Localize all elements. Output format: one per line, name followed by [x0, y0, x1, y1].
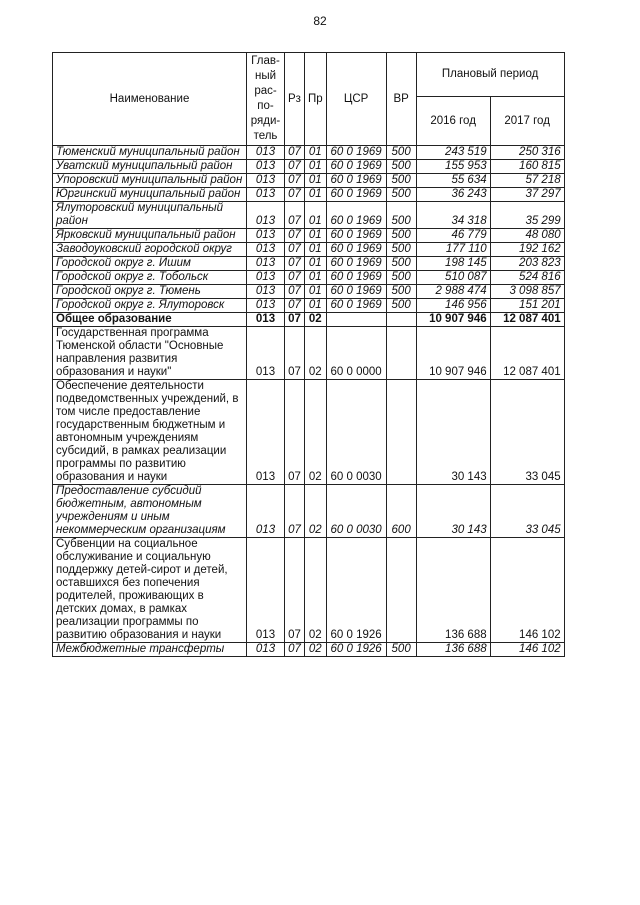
cell-csr: 60 0 1969 [326, 146, 386, 160]
table-row [53, 271, 565, 285]
table-row [53, 313, 565, 327]
table-row [53, 380, 565, 485]
cell-2017: 12 087 401 [490, 327, 564, 380]
cell-rz: 07 [285, 146, 305, 160]
cell-glav: 013 [247, 285, 285, 299]
cell-glav: 013 [247, 271, 285, 285]
cell-csr: 60 0 0000 [326, 327, 386, 380]
table-row [53, 229, 565, 243]
cell-2016: 10 907 946 [416, 327, 490, 380]
cell-rz: 07 [285, 229, 305, 243]
cell-glav: 013 [247, 485, 285, 538]
cell-vr: 500 [386, 285, 416, 299]
header-2016: 2016 год [416, 97, 490, 146]
cell-vr [386, 538, 416, 643]
cell-2016: 146 956 [416, 299, 490, 313]
cell-2016: 10 907 946 [416, 313, 490, 327]
cell-2017: 48 080 [490, 229, 564, 243]
cell-2016: 510 087 [416, 271, 490, 285]
cell-glav: 013 [247, 202, 285, 229]
cell-2017: 37 297 [490, 188, 564, 202]
cell-vr: 500 [386, 146, 416, 160]
cell-2016: 177 110 [416, 243, 490, 257]
cell-name: Упоровский муниципальный район [53, 174, 247, 188]
cell-rz: 07 [285, 538, 305, 643]
cell-pr: 01 [304, 174, 326, 188]
cell-glav: 013 [247, 229, 285, 243]
cell-vr: 500 [386, 257, 416, 271]
cell-pr: 01 [304, 285, 326, 299]
cell-2017: 33 045 [490, 485, 564, 538]
cell-name: Городской округ г. Тюмень [53, 285, 247, 299]
cell-glav: 013 [247, 146, 285, 160]
cell-glav: 013 [247, 257, 285, 271]
cell-glav: 013 [247, 243, 285, 257]
cell-glav: 013 [247, 327, 285, 380]
cell-pr: 02 [304, 313, 326, 327]
cell-name: Обеспечение деятельности подведомственных учреждений, в том числе предоставление государственным бюджетным и автономным учреждениям субсидий, в рамках реализации программы по развитию образования и науки [53, 380, 247, 485]
cell-glav: 013 [247, 160, 285, 174]
cell-rz: 07 [285, 174, 305, 188]
cell-glav: 013 [247, 174, 285, 188]
table-row [53, 174, 565, 188]
cell-csr: 60 0 1926 [326, 643, 386, 657]
cell-2017: 151 201 [490, 299, 564, 313]
header-csr: ЦСР [326, 53, 386, 146]
cell-2016: 30 143 [416, 485, 490, 538]
cell-name: Юргинский муниципальный район [53, 188, 247, 202]
cell-vr: 500 [386, 188, 416, 202]
cell-rz: 07 [285, 202, 305, 229]
cell-2016: 243 519 [416, 146, 490, 160]
cell-glav: 013 [247, 313, 285, 327]
cell-csr [326, 313, 386, 327]
table-row [53, 146, 565, 160]
cell-vr: 500 [386, 174, 416, 188]
cell-name: Субвенции на социальное обслуживание и социальную поддержку детей-сирот и детей, оставшихся без попечения родителей, проживающих в детских домах, в рамках реализации программы по развитию образования и науки [53, 538, 247, 643]
table-row [53, 285, 565, 299]
cell-vr: 500 [386, 243, 416, 257]
cell-2017: 203 823 [490, 257, 564, 271]
cell-vr: 600 [386, 485, 416, 538]
header-period: Плановый период [416, 53, 564, 97]
cell-name: Тюменский муниципальный район [53, 146, 247, 160]
cell-csr: 60 0 1969 [326, 243, 386, 257]
cell-2016: 136 688 [416, 538, 490, 643]
cell-2017: 12 087 401 [490, 313, 564, 327]
cell-pr: 01 [304, 257, 326, 271]
cell-csr: 60 0 1969 [326, 299, 386, 313]
cell-2016: 46 779 [416, 229, 490, 243]
cell-2016: 2 988 474 [416, 285, 490, 299]
table-row [53, 327, 565, 380]
table-row [53, 643, 565, 657]
header-vr: ВР [386, 53, 416, 146]
cell-csr: 60 0 1969 [326, 202, 386, 229]
cell-vr: 500 [386, 643, 416, 657]
cell-rz: 07 [285, 243, 305, 257]
cell-vr [386, 313, 416, 327]
cell-csr: 60 0 1969 [326, 174, 386, 188]
cell-csr: 60 0 0030 [326, 380, 386, 485]
cell-2017: 524 816 [490, 271, 564, 285]
cell-pr: 01 [304, 146, 326, 160]
cell-2017: 57 218 [490, 174, 564, 188]
cell-2016: 198 145 [416, 257, 490, 271]
header-pr: Пр [304, 53, 326, 146]
cell-2016: 34 318 [416, 202, 490, 229]
cell-name: Городской округ г. Ишим [53, 257, 247, 271]
cell-pr: 02 [304, 485, 326, 538]
cell-pr: 01 [304, 271, 326, 285]
cell-csr: 60 0 1969 [326, 188, 386, 202]
cell-rz: 07 [285, 327, 305, 380]
budget-table [52, 52, 565, 657]
cell-glav: 013 [247, 299, 285, 313]
cell-glav: 013 [247, 538, 285, 643]
cell-rz: 07 [285, 485, 305, 538]
cell-vr [386, 327, 416, 380]
cell-vr: 500 [386, 160, 416, 174]
cell-vr: 500 [386, 229, 416, 243]
cell-pr: 01 [304, 160, 326, 174]
cell-2016: 55 634 [416, 174, 490, 188]
cell-rz: 07 [285, 160, 305, 174]
cell-pr: 02 [304, 327, 326, 380]
header-rz: Рз [285, 53, 305, 146]
cell-csr: 60 0 1969 [326, 271, 386, 285]
header-2017: 2017 год [490, 97, 564, 146]
cell-rz: 07 [285, 188, 305, 202]
cell-glav: 013 [247, 380, 285, 485]
header-name: Наименование [53, 53, 247, 146]
page-number: 82 [313, 14, 327, 28]
cell-vr: 500 [386, 299, 416, 313]
table-row [53, 160, 565, 174]
cell-vr [386, 380, 416, 485]
cell-vr: 500 [386, 271, 416, 285]
cell-csr: 60 0 1969 [326, 160, 386, 174]
cell-rz: 07 [285, 299, 305, 313]
cell-csr: 60 0 1969 [326, 229, 386, 243]
cell-2017: 33 045 [490, 380, 564, 485]
cell-vr: 500 [386, 202, 416, 229]
table-row [53, 202, 565, 229]
cell-name: Общее образование [53, 313, 247, 327]
cell-glav: 013 [247, 643, 285, 657]
cell-pr: 01 [304, 188, 326, 202]
cell-name: Ярковский муниципальный район [53, 229, 247, 243]
cell-pr: 02 [304, 380, 326, 485]
cell-name: Государственная программа Тюменской области "Основные направления развития образования и науки" [53, 327, 247, 380]
cell-glav: 013 [247, 188, 285, 202]
table-row [53, 485, 565, 538]
cell-rz: 07 [285, 285, 305, 299]
table-row [53, 299, 565, 313]
cell-2016: 155 953 [416, 160, 490, 174]
cell-csr: 60 0 1969 [326, 285, 386, 299]
cell-rz: 07 [285, 643, 305, 657]
cell-pr: 01 [304, 243, 326, 257]
cell-name: Городской округ г. Ялуторовск [53, 299, 247, 313]
cell-name: Городской округ г. Тобольск [53, 271, 247, 285]
cell-2017: 160 815 [490, 160, 564, 174]
cell-rz: 07 [285, 257, 305, 271]
cell-2016: 30 143 [416, 380, 490, 485]
table-row [53, 243, 565, 257]
cell-2016: 136 688 [416, 643, 490, 657]
cell-pr: 02 [304, 643, 326, 657]
table-row [53, 188, 565, 202]
cell-2017: 35 299 [490, 202, 564, 229]
cell-pr: 02 [304, 538, 326, 643]
cell-rz: 07 [285, 271, 305, 285]
table-row [53, 538, 565, 643]
cell-name: Межбюджетные трансферты [53, 643, 247, 657]
cell-2017: 250 316 [490, 146, 564, 160]
cell-rz: 07 [285, 313, 305, 327]
table-row [53, 257, 565, 271]
header-glav: Глав- ный рас- по- ряди- тель [247, 53, 285, 146]
cell-name: Ялуторовский муниципальный район [53, 202, 247, 229]
cell-pr: 01 [304, 299, 326, 313]
cell-csr: 60 0 0030 [326, 485, 386, 538]
cell-rz: 07 [285, 380, 305, 485]
cell-2017: 192 162 [490, 243, 564, 257]
cell-name: Уватский муниципальный район [53, 160, 247, 174]
cell-2017: 146 102 [490, 538, 564, 643]
cell-pr: 01 [304, 229, 326, 243]
cell-pr: 01 [304, 202, 326, 229]
cell-name: Предоставление субсидий бюджетным, автономным учреждениям и иным некоммерческим организациям [53, 485, 247, 538]
cell-2017: 3 098 857 [490, 285, 564, 299]
cell-name: Заводоуковский городской округ [53, 243, 247, 257]
cell-2017: 146 102 [490, 643, 564, 657]
cell-csr: 60 0 1926 [326, 538, 386, 643]
cell-2016: 36 243 [416, 188, 490, 202]
cell-csr: 60 0 1969 [326, 257, 386, 271]
